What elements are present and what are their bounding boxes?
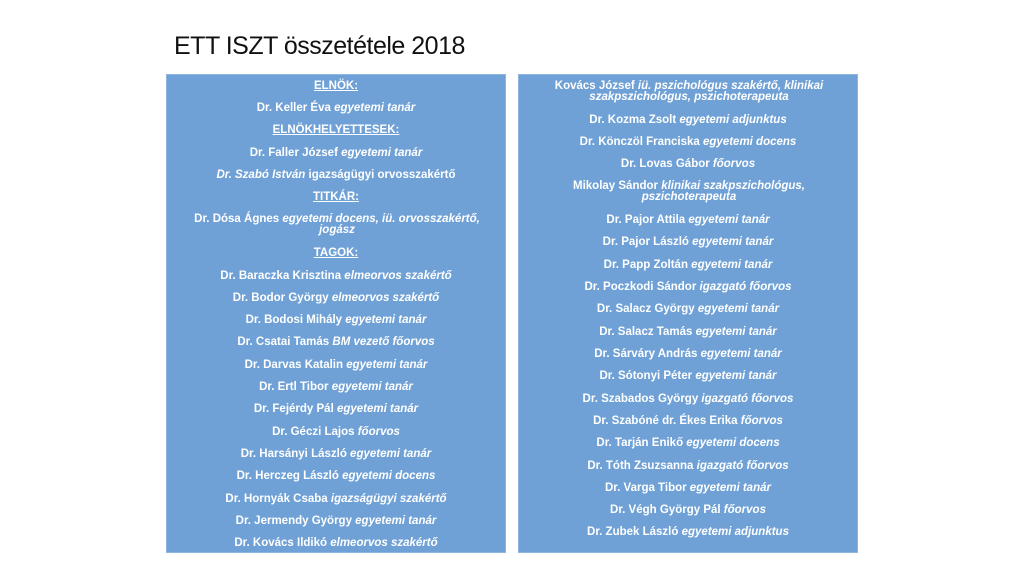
member-entry xyxy=(525,527,851,538)
member-entry xyxy=(564,181,814,203)
member-entry xyxy=(525,304,851,315)
member-role: főorvos xyxy=(737,415,783,427)
member-entry xyxy=(173,148,499,159)
member-role: igazgató főorvos xyxy=(696,281,792,293)
member-name: Dr. Szabados György xyxy=(582,393,699,405)
member-entry xyxy=(173,170,499,181)
member-name: Dr. Tóth Zsuzsanna xyxy=(587,460,694,472)
member-role: igazságügyi orvosszakértő xyxy=(305,169,456,181)
section-header-label: TITKÁR: xyxy=(313,191,359,203)
member-role: igazságügyi szakértő xyxy=(327,493,447,505)
member-entry xyxy=(525,394,851,405)
member-entry xyxy=(525,483,851,494)
member-name: Dr. Tarján Enikő xyxy=(596,437,684,449)
member-name: Dr. Hornyák Csaba xyxy=(225,493,328,505)
section-header-label: TAGOK: xyxy=(313,247,359,259)
member-role: igazgató főorvos xyxy=(698,393,794,405)
member-name: Dr. Darvas Katalin xyxy=(244,359,344,371)
member-role: klinikai szakpszichológus, pszichoterapeuta xyxy=(641,180,805,203)
member-role: elmeorvos szakértő xyxy=(341,270,452,282)
member-entry xyxy=(525,461,851,472)
member-name: Dr. Szabóné dr. Ékes Erika xyxy=(593,415,738,427)
member-entry xyxy=(525,237,851,248)
member-name: Dr. Kozma Zsolt xyxy=(589,114,677,126)
member-entry xyxy=(173,360,499,371)
member-role: egyetemi tanár xyxy=(342,314,427,326)
member-name: Dr. Pajor László xyxy=(602,236,689,248)
member-entry xyxy=(173,538,499,549)
member-role: egyetemi tanár xyxy=(697,348,782,360)
member-role: BM vezető főorvos xyxy=(329,336,435,348)
member-role: egyetemi tanár xyxy=(692,326,777,338)
member-entry xyxy=(525,159,851,170)
member-name: Dr. Harsányi László xyxy=(240,448,347,460)
member-entry xyxy=(173,103,499,114)
member-role: egyetemi tanár xyxy=(687,259,773,271)
member-name: Kovács József xyxy=(554,80,635,92)
section-header xyxy=(173,81,499,92)
member-name: Dr. Jermendy György xyxy=(235,515,352,527)
member-entry xyxy=(187,214,487,236)
member-name: Dr. Herczeg László xyxy=(236,470,339,482)
member-role: főorvos xyxy=(709,158,756,170)
member-role: egyetemi docens xyxy=(338,470,436,482)
member-name: Dr. Végh György Pál xyxy=(610,504,721,516)
member-role: egyetemi docens, iü. orvosszakértő, jogász xyxy=(279,213,480,236)
member-entry xyxy=(173,449,499,460)
member-role: elmeorvos szakértő xyxy=(328,292,440,304)
board-members-panel-left xyxy=(166,74,506,553)
member-entry xyxy=(173,382,499,393)
member-role: főorvos xyxy=(720,504,766,516)
member-entry xyxy=(544,81,834,103)
member-entry xyxy=(525,349,851,360)
member-entry xyxy=(525,115,851,126)
member-entry xyxy=(525,416,851,427)
member-name: Dr. Zubek László xyxy=(587,526,679,538)
member-role: egyetemi tanár xyxy=(692,370,777,382)
member-role: egyetemi tanár xyxy=(694,303,780,315)
member-role: egyetemi tanár xyxy=(346,448,432,460)
member-role: egyetemi tanár xyxy=(328,381,413,393)
member-name: Dr. Salacz György xyxy=(596,303,695,315)
member-role: főorvos xyxy=(354,426,400,438)
member-role: egyetemi tanár xyxy=(688,236,774,248)
member-role: egyetemi tanár xyxy=(686,482,771,494)
member-entry xyxy=(525,438,851,449)
member-role: egyetemi tanár xyxy=(333,403,419,415)
member-entry xyxy=(173,494,499,505)
member-name: Dr. Varga Tibor xyxy=(605,482,687,494)
member-role: egyetemi tanár xyxy=(351,515,437,527)
member-entry xyxy=(173,427,499,438)
section-header xyxy=(173,192,499,203)
member-name: Dr. Ertl Tibor xyxy=(259,381,329,393)
member-role: egyetemi adjunktus xyxy=(676,114,787,126)
member-entry xyxy=(525,371,851,382)
page-title: ETT ISZT összetétele 2018 xyxy=(174,32,465,60)
member-name: Dr. Kovács Ildikó xyxy=(234,537,328,549)
section-header-label: ELNÖKHELYETTESEK: xyxy=(272,124,400,136)
member-entry xyxy=(173,337,499,348)
member-entry xyxy=(525,215,851,226)
member-entry xyxy=(173,516,499,527)
member-entry xyxy=(173,315,499,326)
section-header xyxy=(173,125,499,136)
member-role: iü. pszichológus szakértő, klinikai szakpszichológus, pszichoterapeuta xyxy=(589,80,824,103)
member-name: Dr. Szabó István xyxy=(216,169,306,181)
member-name: Dr. Keller Éva xyxy=(256,102,331,114)
member-entry xyxy=(173,271,499,282)
member-name: Dr. Pajor Attila xyxy=(606,214,686,226)
member-entry xyxy=(173,471,499,482)
member-role: egyetemi docens xyxy=(699,136,797,148)
member-entry xyxy=(525,505,851,516)
member-name: Dr. Sárváry András xyxy=(594,348,698,360)
member-name: Dr. Papp Zoltán xyxy=(603,259,688,271)
member-name: Dr. Salacz Tamás xyxy=(599,326,693,338)
member-name: Dr. Csatai Tamás xyxy=(237,336,330,348)
member-name: Dr. Bodor György xyxy=(232,292,329,304)
member-role: egyetemi adjunktus xyxy=(678,526,789,538)
member-role: egyetemi tanár xyxy=(685,214,770,226)
section-header xyxy=(173,248,499,259)
member-name: Dr. Könczöl Franciska xyxy=(579,136,700,148)
member-entry xyxy=(173,293,499,304)
member-role: elmeorvos szakértő xyxy=(327,537,438,549)
member-entry xyxy=(173,404,499,415)
member-entry xyxy=(525,260,851,271)
member-role: egyetemi docens xyxy=(683,437,780,449)
member-name: Dr. Fejérdy Pál xyxy=(253,403,334,415)
member-name: Dr. Sótonyi Péter xyxy=(599,370,693,382)
member-role: igazgató főorvos xyxy=(693,460,789,472)
board-members-panel-right xyxy=(518,74,858,553)
member-role: egyetemi tanár xyxy=(330,102,416,114)
member-name: Dr. Bodosi Mihály xyxy=(245,314,343,326)
member-name: Mikolay Sándor xyxy=(573,180,658,192)
member-entry xyxy=(525,282,851,293)
member-name: Dr. Baraczka Krisztina xyxy=(220,270,342,282)
member-role: egyetemi tanár xyxy=(343,359,428,371)
member-name: Dr. Lovas Gábor xyxy=(620,158,710,170)
member-name: Dr. Faller József xyxy=(249,147,338,159)
section-header-label: ELNÖK: xyxy=(313,80,359,92)
member-role: egyetemi tanár xyxy=(337,147,423,159)
member-name: Dr. Poczkodi Sándor xyxy=(584,281,697,293)
member-entry xyxy=(525,137,851,148)
member-name: Dr. Dósa Ágnes xyxy=(194,213,280,225)
member-entry xyxy=(525,327,851,338)
member-name: Dr. Géczi Lajos xyxy=(272,426,355,438)
